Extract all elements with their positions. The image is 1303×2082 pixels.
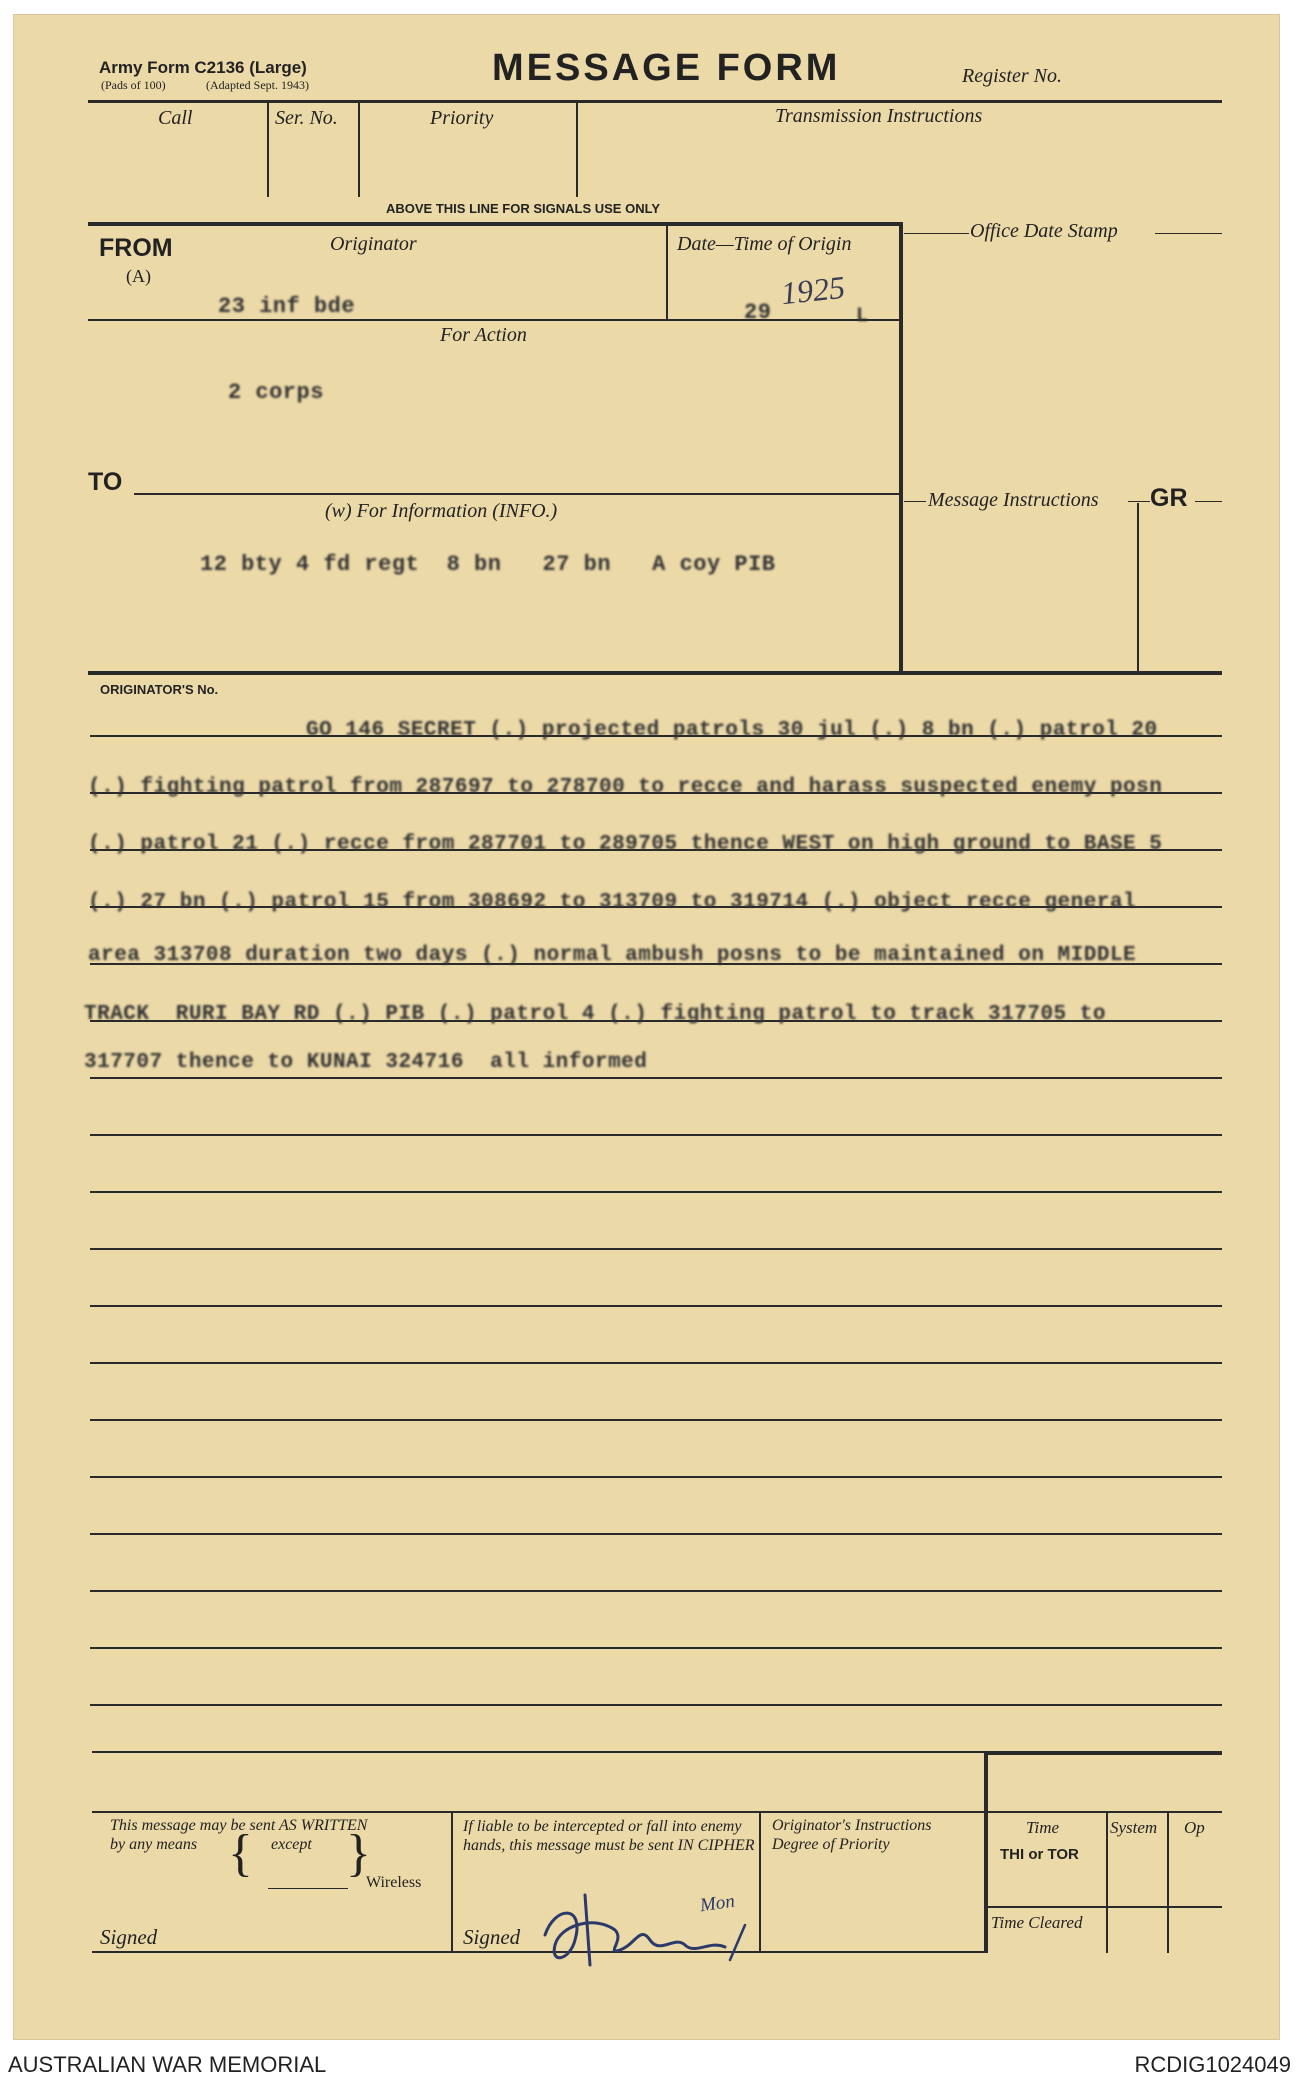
divider-priority	[576, 101, 578, 197]
divider-call	[267, 101, 269, 197]
time-cleared-label: Time Cleared	[991, 1913, 1083, 1932]
body-line-7: 317707 thence to KUNAI 324716 all informed	[84, 1051, 648, 1074]
archive-caption-left: AUSTRALIAN WAR MEMORIAL	[8, 2052, 327, 2077]
form-adapted: (Adapted Sept. 1943)	[206, 78, 309, 92]
ruled-line	[90, 1305, 1222, 1307]
body-line-5: area 313708 duration two days (.) normal ambush posns to be maintained on MIDDLE	[88, 944, 1137, 967]
above-line-label: ABOVE THIS LINE FOR SIGNALS USE ONLY	[386, 201, 660, 216]
ruled-line	[90, 1362, 1222, 1364]
to-rule	[134, 493, 901, 495]
from-box-top	[88, 222, 901, 226]
from-box-right	[899, 222, 903, 674]
message-form-paper	[13, 14, 1280, 2040]
except-text: except	[271, 1836, 312, 1853]
from-label: FROM	[99, 234, 173, 262]
body-line-6: TRACK RURI BAY RD (.) PIB (.) patrol 4 (.) fighting patrol to track 317705 to	[84, 1003, 1106, 1026]
ruled-line	[90, 1419, 1222, 1421]
date-time-origin-label: Date—Time of Origin	[677, 233, 852, 255]
stamp-rule-right	[1155, 233, 1222, 234]
date-typed-value: 29	[744, 300, 772, 325]
body-line-4: (.) 27 bn (.) patrol 15 from 308692 to 313709 to 319714 (.) object recce general	[88, 891, 1137, 914]
from-box-bottom	[88, 671, 1222, 675]
for-action-value: 2 corps	[228, 380, 324, 405]
thi-tor-label: THI or TOR	[1000, 1846, 1079, 1863]
footer-top-rule	[92, 1811, 1222, 1813]
transmission-label: Transmission Instructions	[775, 105, 983, 127]
time-label: Time	[1026, 1818, 1060, 1837]
ruled-line	[90, 1191, 1222, 1193]
footer-divider-4	[1167, 1811, 1169, 1953]
message-instructions-label: Message Instructions	[928, 489, 1099, 511]
divider-ser	[358, 101, 360, 197]
cipher-text: If liable to be intercepted or fall into enemy hands, this message must be sent IN CIPHER	[463, 1818, 755, 1854]
call-label: Call	[158, 107, 193, 129]
left-brace-icon: {	[228, 1825, 253, 1882]
form-name: Army Form C2136 (Large)	[99, 58, 307, 77]
archive-caption-right: RCDIG1024049	[1134, 2052, 1291, 2077]
by-any-means-text: by any means	[110, 1836, 198, 1853]
as-written-text: This message may be sent AS WRITTEN	[110, 1817, 368, 1834]
footer-divider-3	[1106, 1811, 1108, 1953]
ruled-line	[90, 1704, 1222, 1706]
form-pads: (Pads of 100)	[101, 78, 166, 92]
gr-divider	[1137, 503, 1139, 671]
ruled-line	[90, 1590, 1222, 1592]
system-label: System	[1110, 1818, 1158, 1837]
orig-instructions-text: Originator's Instructions	[772, 1817, 932, 1834]
time-box-top	[984, 1751, 1222, 1755]
register-no-label: Register No.	[962, 65, 1062, 87]
body-line-3: (.) patrol 21 (.) recce from 287701 to 289705 thence WEST on high ground to BASE 5	[88, 833, 1163, 856]
gr-label: GR	[1150, 484, 1188, 512]
footer-divider-1	[451, 1811, 453, 1953]
stamp-rule-left	[904, 233, 969, 234]
date-suffix-value: L	[856, 305, 869, 328]
msg-instr-rule-right	[1128, 501, 1150, 502]
from-a-label: (A)	[126, 266, 151, 286]
ruled-line	[90, 1077, 1222, 1079]
body-line-1: GO 146 SECRET (.) projected patrols 30 jul (.) 8 bn (.) patrol 20	[306, 719, 1158, 742]
ser-no-label: Ser. No.	[275, 107, 338, 129]
body-line-2: (.) fighting patrol from 287697 to 278700 to recce and harass suspected enemy posn	[88, 776, 1163, 799]
originator-value: 23 inf bde	[218, 294, 356, 319]
to-label: TO	[88, 468, 123, 496]
signed-mid-label: Signed	[463, 1925, 521, 1949]
ruled-line	[90, 1134, 1222, 1136]
originator-label: Originator	[330, 233, 417, 255]
time-box-left	[984, 1751, 988, 1953]
priority-label: Priority	[430, 107, 494, 129]
ruled-line	[90, 1248, 1222, 1250]
header-rule	[88, 100, 1222, 103]
msg-instr-rule-left	[904, 501, 926, 502]
degree-priority-text: Degree of Priority	[772, 1836, 890, 1853]
time-cleared-rule	[986, 1906, 1222, 1908]
info-value: 12 bty 4 fd regt 8 bn 27 bn A coy PIB	[200, 552, 776, 577]
for-action-label: For Action	[440, 324, 527, 346]
for-information-label: (w) For Information (INFO.)	[325, 500, 558, 522]
except-rule	[268, 1888, 348, 1889]
from-rule	[88, 319, 901, 321]
op-label: Op	[1184, 1818, 1205, 1837]
signed-left-label: Signed	[100, 1925, 158, 1949]
signature-mark: Mon	[698, 1890, 737, 1917]
wireless-text: Wireless	[366, 1874, 422, 1891]
office-date-stamp-label: Office Date Stamp	[970, 220, 1118, 242]
ruled-line	[90, 1533, 1222, 1535]
right-brace-icon: }	[346, 1825, 371, 1882]
ruled-line	[90, 1647, 1222, 1649]
date-handwritten-value: 1925	[779, 268, 847, 312]
gr-rule	[1195, 501, 1222, 502]
date-divider	[666, 224, 668, 320]
ruled-line	[90, 1476, 1222, 1478]
originators-no-label: ORIGINATOR'S No.	[100, 682, 219, 697]
form-title: MESSAGE FORM	[492, 47, 841, 89]
